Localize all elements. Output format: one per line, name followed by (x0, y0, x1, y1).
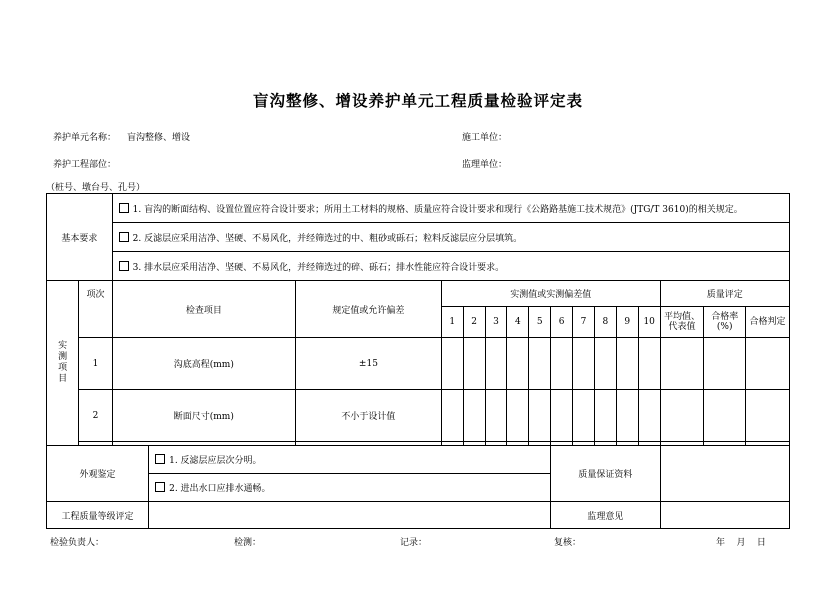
judgement-cell[interactable] (746, 390, 790, 442)
checkbox[interactable] (155, 454, 165, 464)
supervision-unit-label: 监理单位： (462, 160, 508, 170)
checkbox[interactable] (155, 482, 165, 492)
appearance-label: 外观鉴定 (47, 446, 149, 502)
page-title: 盲沟整修、增设养护单元工程质量检验评定表 (252, 92, 583, 110)
basic-requirement-item: 3. 排水层应采用洁净、坚硬、不易风化，并经筛选过的碎、砾石；排水性能应符合设计要求。 (112, 252, 789, 281)
measure-col-header: 4 (507, 307, 529, 338)
row-no: 2 (79, 390, 112, 442)
pass-rate-header: 合格率 (%) (704, 307, 746, 338)
measure-col-header: 1 (441, 307, 463, 338)
measure-cell[interactable] (551, 390, 573, 442)
measure-col-header: 8 (594, 307, 616, 338)
measure-cell[interactable] (551, 338, 573, 390)
date-label: 年 月 日 (716, 538, 766, 548)
quality-docs-label: 质量保证资料 (551, 446, 660, 502)
quality-header: 质量评定 (660, 281, 789, 307)
avg-cell[interactable] (660, 390, 704, 442)
reviewer-label: 复核： (554, 538, 582, 548)
measure-col-header: 3 (485, 307, 507, 338)
inspection-table (46, 193, 790, 529)
measure-col-header: 7 (573, 307, 595, 338)
pass-rate-cell[interactable] (704, 338, 746, 390)
measure-cell[interactable] (507, 390, 529, 442)
avg-header: 平均值、 代表值 (660, 307, 704, 338)
row-check-item: 沟底高程(mm) (112, 338, 295, 390)
measure-cell[interactable] (594, 338, 616, 390)
measure-cell[interactable] (638, 338, 660, 390)
judgement-header: 合格判定 (746, 307, 790, 338)
measure-cell[interactable] (594, 390, 616, 442)
judgement-cell[interactable] (746, 338, 790, 390)
tester-label: 检测： (234, 538, 262, 548)
row-spec: 不小于设计值 (296, 390, 442, 442)
construction-unit-label: 施工单位： (462, 133, 508, 143)
checkbox[interactable] (119, 203, 129, 213)
measured-section-label: 实 测 项 目 (47, 281, 79, 446)
measure-cell[interactable] (616, 390, 638, 442)
project-part-label: 养护工程部位： (53, 160, 117, 170)
supervision-opinion-cell[interactable] (660, 502, 789, 529)
measure-cell[interactable] (463, 390, 485, 442)
stake-note: （桩号、墩台号、孔号） (46, 183, 146, 193)
checkbox[interactable] (119, 232, 129, 242)
measure-cell[interactable] (529, 338, 551, 390)
measure-cell[interactable] (485, 390, 507, 442)
measure-col-header: 6 (551, 307, 573, 338)
measure-col-header: 2 (463, 307, 485, 338)
measure-col-header: 9 (616, 307, 638, 338)
recorder-label: 记录： (400, 538, 428, 548)
measured-values-header: 实测值或实测偏差值 (441, 281, 660, 307)
measure-cell[interactable] (441, 390, 463, 442)
row-spec: ±15 (296, 338, 442, 390)
measure-cell[interactable] (638, 390, 660, 442)
measure-cell[interactable] (616, 338, 638, 390)
item-no-header: 项次 (79, 281, 112, 338)
quality-docs-cell[interactable] (660, 446, 789, 502)
check-item-header: 检查项目 (112, 281, 295, 338)
measure-col-header: 10 (638, 307, 660, 338)
unit-name-label: 养护单元名称： (53, 133, 117, 143)
basic-requirements-label: 基本要求 (47, 194, 113, 281)
appearance-item: 2. 进出水口应排水通畅。 (149, 474, 551, 502)
basic-requirement-item: 2. 反滤层应采用洁净、坚硬、不易风化，并经筛选过的中、粗砂或砾石；粒料反滤层应分层填筑。 (112, 223, 789, 252)
pass-rate-cell[interactable] (704, 390, 746, 442)
measure-cell[interactable] (507, 338, 529, 390)
measure-cell[interactable] (573, 338, 595, 390)
avg-cell[interactable] (660, 338, 704, 390)
row-no: 1 (79, 338, 112, 390)
measure-cell[interactable] (441, 338, 463, 390)
measure-col-header: 5 (529, 307, 551, 338)
inspector-label: 检验负责人： (50, 538, 105, 548)
grading-cell[interactable] (149, 502, 551, 529)
row-check-item: 断面尺寸(mm) (112, 390, 295, 442)
supervision-opinion-label: 监理意见 (551, 502, 660, 529)
checkbox[interactable] (119, 261, 129, 271)
measure-cell[interactable] (485, 338, 507, 390)
measure-cell[interactable] (573, 390, 595, 442)
grading-label: 工程质量等级评定 (47, 502, 149, 529)
spec-header: 规定值或允许偏差 (296, 281, 442, 338)
basic-requirement-item: 1. 盲沟的断面结构、设置位置应符合设计要求；所用土工材料的规格、质量应符合设计要求和现行《公路路基施工技术规范》(JTG/T 3610)的相关规定。 (112, 194, 789, 223)
unit-name-value: 盲沟整修、增设 (127, 133, 191, 143)
appearance-item: 1. 反滤层应层次分明。 (149, 446, 551, 474)
measure-cell[interactable] (529, 390, 551, 442)
measure-cell[interactable] (463, 338, 485, 390)
